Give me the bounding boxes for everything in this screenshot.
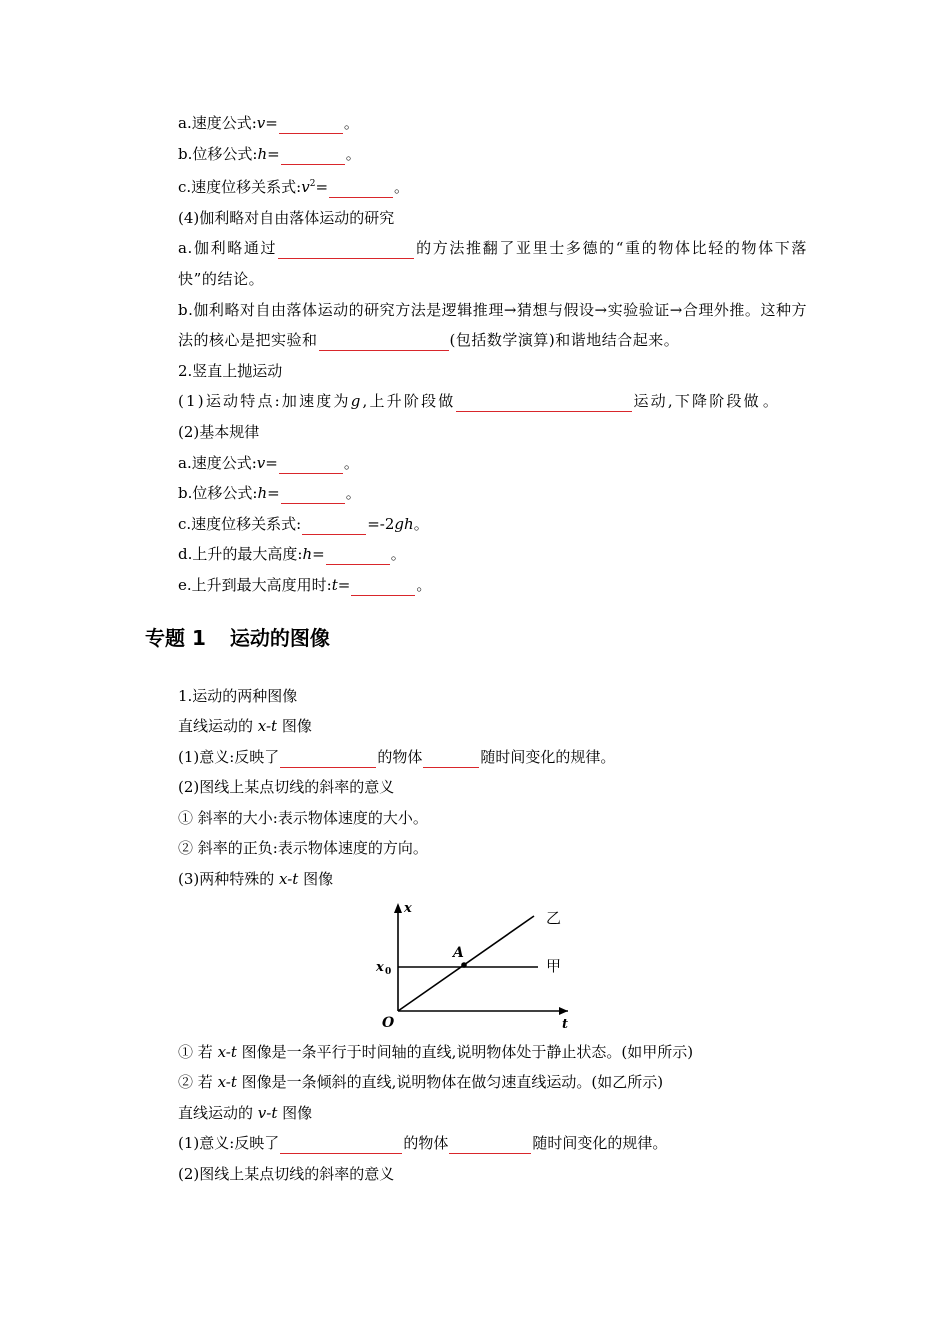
point-a-label: A (453, 944, 464, 961)
throw-displacement-formula: b.位移公式:h= 。 (178, 484, 361, 503)
x-axis-arrow-icon (394, 903, 402, 913)
section-heading: 专题 1 运动的图像 (145, 625, 330, 650)
line-yi-label: 乙 (546, 908, 562, 927)
xt-graph-title: 直线运动的 x-t 图像 (178, 717, 312, 736)
answer-blank[interactable] (279, 455, 343, 474)
xt-special-case-2: ② 若 x-t 图像是一条倾斜的直线,说明物体在做匀速直线运动。(如乙所示) (178, 1073, 664, 1092)
galileo-subtitle: (4)伽利略对自由落体运动的研究 (178, 208, 395, 227)
vt-graph-title: 直线运动的 v-t 图像 (178, 1103, 313, 1122)
answer-blank[interactable] (456, 393, 632, 412)
xt-slope-title: (2)图线上某点切线的斜率的意义 (178, 778, 395, 797)
throw-velocity-formula: a.速度公式:v= 。 (178, 453, 359, 472)
max-height-formula: d.上升的最大高度:h= 。 (178, 545, 406, 564)
free-fall-displacement-formula: b.位移公式:h= 。 (178, 144, 361, 163)
two-graphs-title: 1.运动的两种图像 (178, 686, 298, 705)
answer-blank[interactable] (280, 749, 376, 768)
answer-blank[interactable] (278, 240, 414, 259)
galileo-paragraph-a: a.伽利略通过 的方法推翻了亚里士多德的“重的物体比轻的物体下落快”的结论。 (178, 239, 807, 288)
line-jia-label: 甲 (546, 956, 562, 975)
xt-special-title: (3)两种特殊的 x-t 图像 (178, 870, 334, 889)
xt-slope-magnitude: ① 斜率的大小:表示物体速度的大小。 (178, 808, 428, 827)
point-a (461, 962, 467, 968)
answer-blank[interactable] (351, 577, 415, 596)
vt-meaning: (1)意义:反映了 的物体 随时间变化的规律。 (178, 1134, 668, 1153)
answer-blank[interactable] (280, 1135, 402, 1154)
vertical-throw-features: (1)运动特点:加速度为g,上升阶段做 运动,下降阶段做 。 (178, 392, 781, 411)
xt-special-case-1: ① 若 x-t 图像是一条平行于时间轴的直线,说明物体处于静止状态。(如甲所示) (178, 1042, 694, 1061)
origin-label: O (382, 1014, 395, 1029)
t-axis-arrow-icon (559, 1007, 568, 1015)
answer-blank[interactable] (281, 146, 345, 165)
answer-blank[interactable] (326, 546, 390, 565)
answer-blank[interactable] (423, 749, 479, 768)
t-axis-label: t (562, 1016, 569, 1029)
vt-slope-title: (2)图线上某点切线的斜率的意义 (178, 1165, 395, 1184)
answer-blank[interactable] (329, 179, 393, 198)
answer-blank[interactable] (319, 332, 449, 351)
x0-subscript: 0 (385, 966, 392, 977)
xt-graph-figure (370, 901, 570, 1029)
answer-blank[interactable] (302, 516, 366, 535)
throw-velocity-displacement: c.速度位移关系式: =-2gh。 (178, 514, 429, 533)
free-fall-velocity-displacement: c.速度位移关系式$:v^2=$ 。 (178, 178, 410, 197)
x-axis-label: x (404, 900, 412, 916)
answer-blank[interactable] (281, 485, 345, 504)
basic-laws-title: (2)基本规律 (178, 422, 260, 441)
x0-label: x (376, 959, 384, 975)
answer-blank[interactable] (449, 1135, 531, 1154)
xt-slope-sign: ② 斜率的正负:表示物体速度的方向。 (178, 839, 428, 858)
vertical-throw-title: 2.竖直上抛运动 (178, 361, 283, 380)
free-fall-velocity-formula: a.速度公式:v= 。 (178, 114, 359, 132)
answer-blank[interactable] (279, 115, 343, 134)
galileo-paragraph-b: b.伽利略对自由落体运动的研究方法是逻辑推理→猜想与假设→实验验证→合理外推。这种方法的核心是把实验和 (包括数学演算)和谐地结合起来。 (178, 300, 807, 350)
xt-meaning: (1)意义:反映了 的物体 随时间变化的规律。 (178, 747, 616, 766)
document-page (145, 108, 807, 1190)
max-height-time-formula: e.上升到最大高度用时:t= 。 (178, 575, 432, 594)
